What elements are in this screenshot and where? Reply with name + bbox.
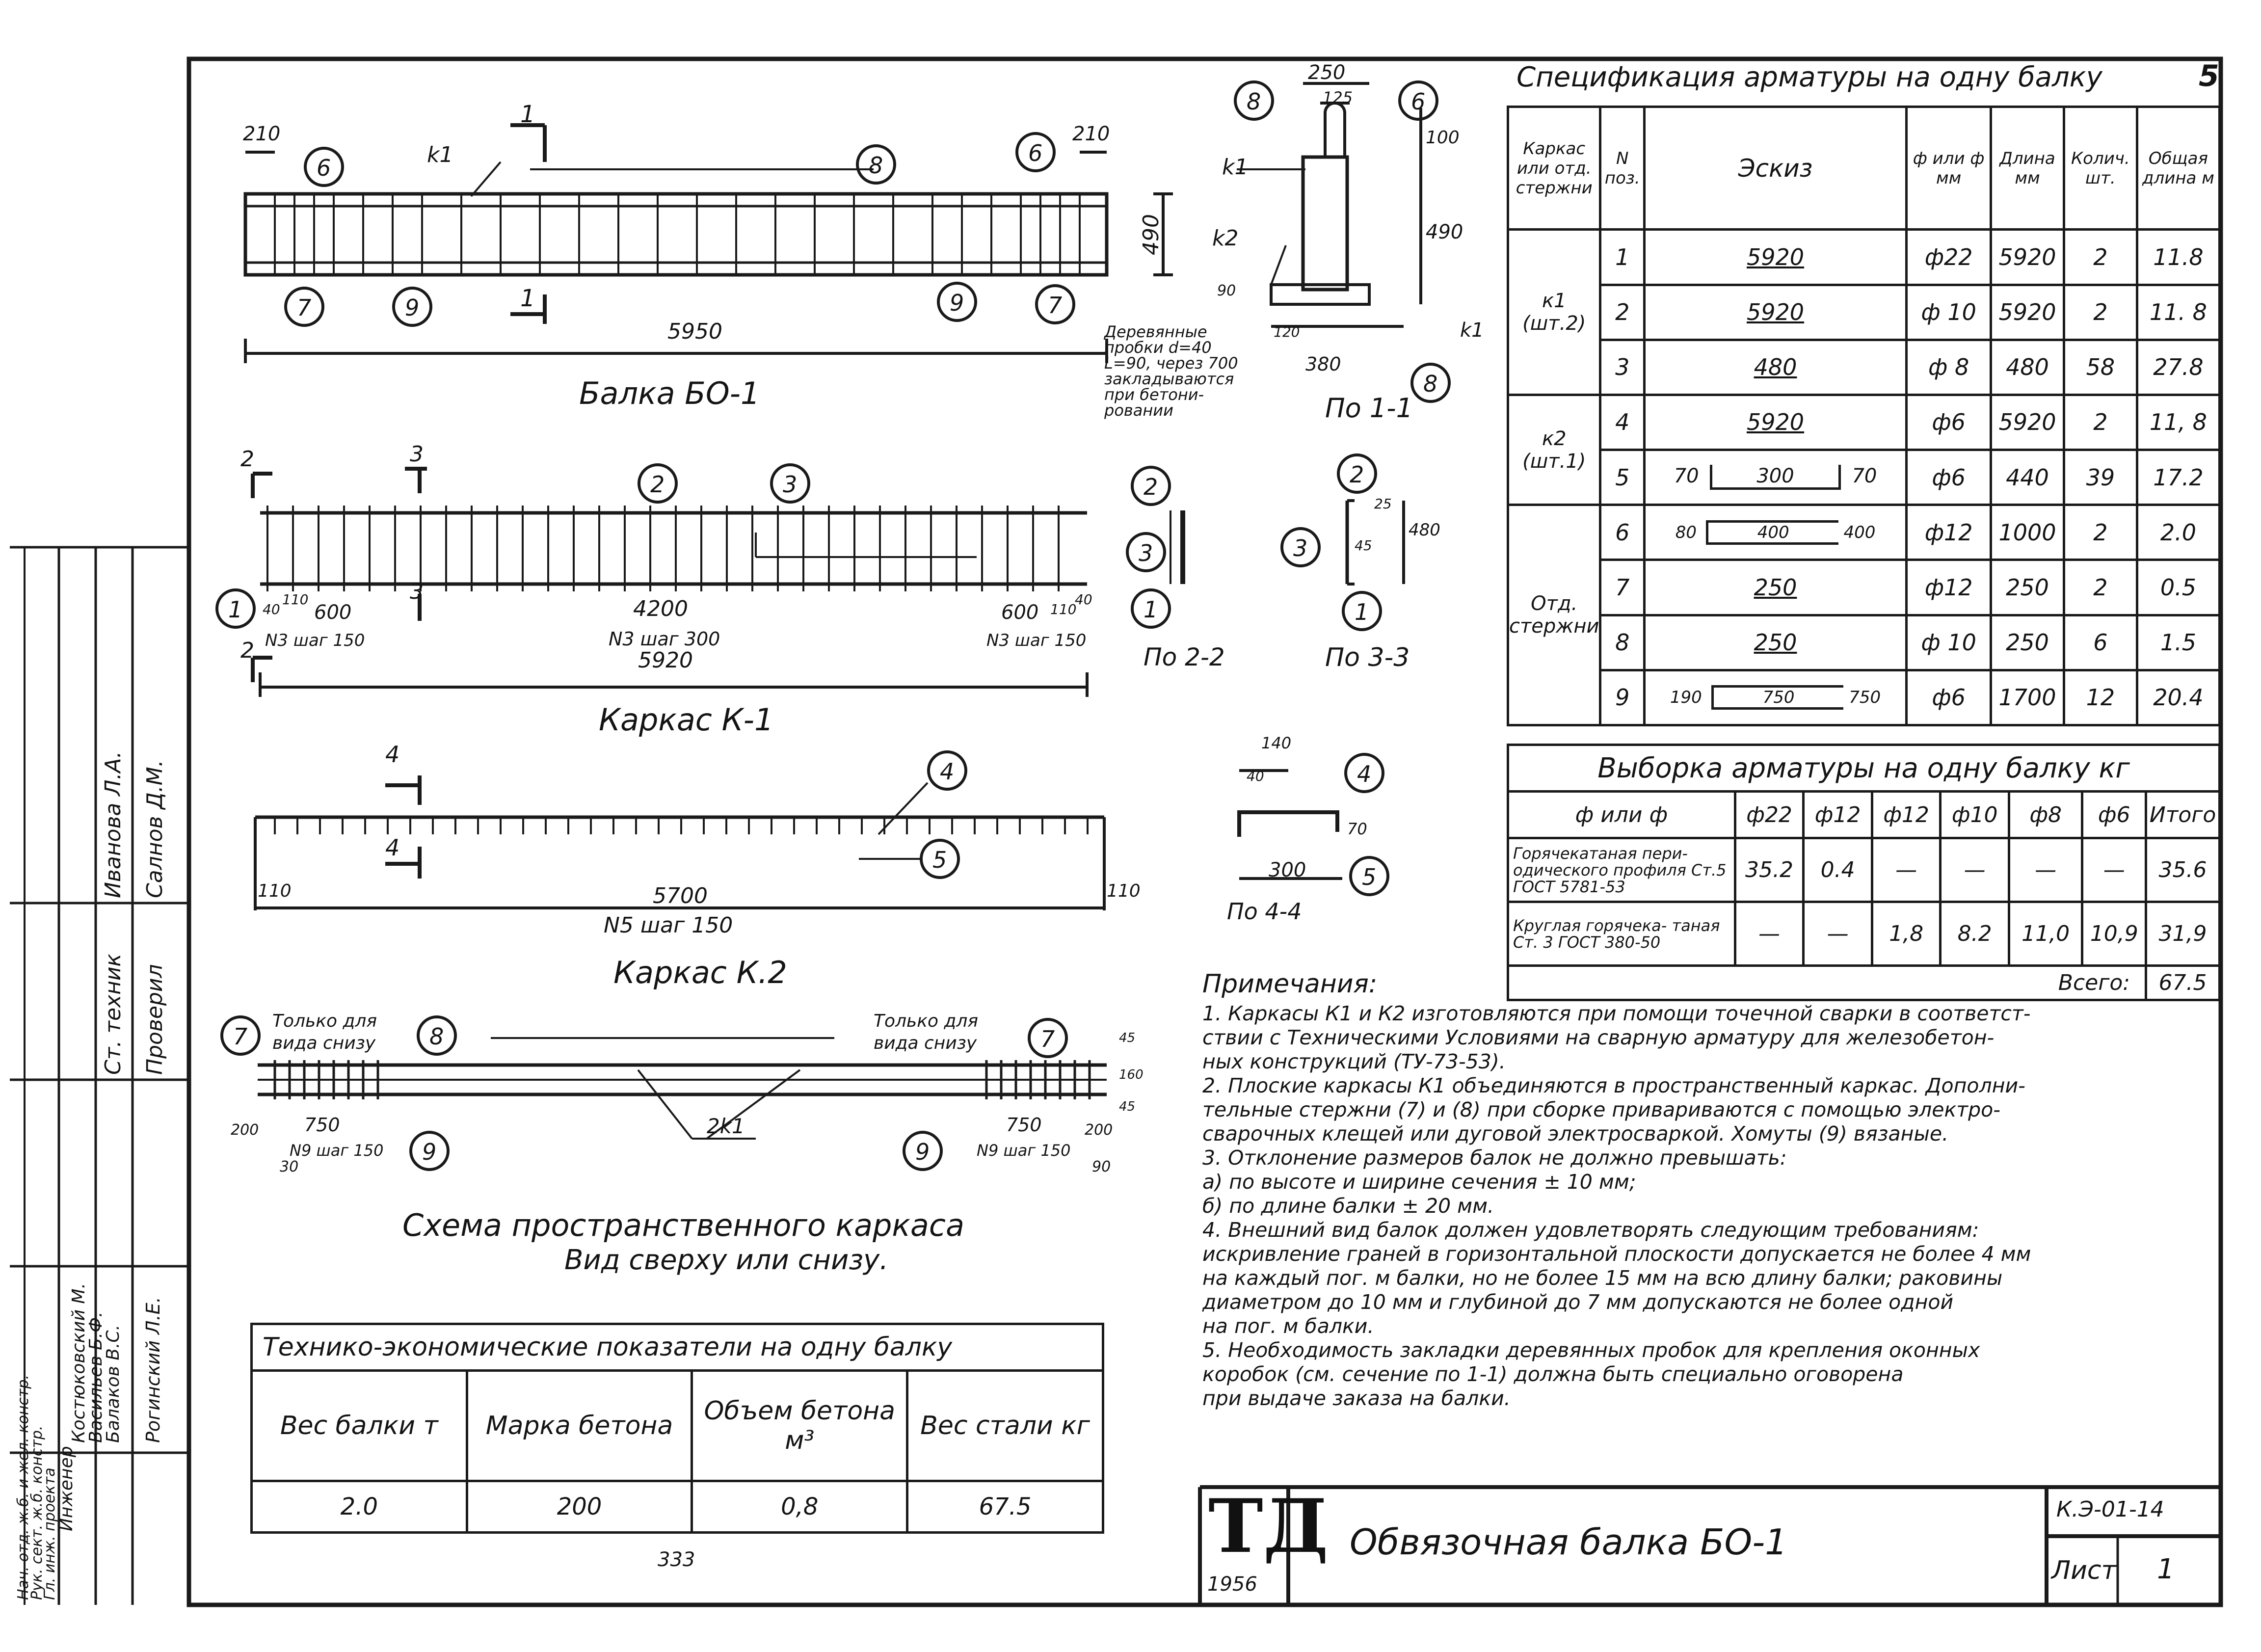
note-line: 1. Каркасы К1 и К2 изготовляются при помощи точечной сварки в соответст- bbox=[1202, 1002, 2031, 1025]
sample-h: ф22 bbox=[1735, 792, 1804, 838]
spec-cell: ф 10 bbox=[1907, 615, 1991, 670]
dim-length: 5950 bbox=[667, 319, 722, 344]
k1-side-callout-1: 1 bbox=[1144, 596, 1158, 623]
sample-h: ф или ф bbox=[1508, 792, 1735, 838]
spec-cell: 3 bbox=[1600, 340, 1644, 395]
spec-h-dia: ф или ф мм bbox=[1907, 107, 1991, 230]
scheme-callout-8: 8 bbox=[429, 1023, 444, 1050]
frame-k1 bbox=[217, 465, 1183, 697]
callout-8: 8 bbox=[869, 152, 883, 179]
spec-h-frame: Каркас или отд. стержни bbox=[1508, 107, 1600, 230]
sample-h: ф12 bbox=[1804, 792, 1872, 838]
spec-sketch: 250 bbox=[1644, 615, 1906, 670]
section-1-1 bbox=[1235, 82, 1449, 401]
sample-title: Выборка арматуры на одну балку кг bbox=[1508, 745, 2220, 792]
table-row bbox=[1508, 505, 2220, 560]
s11-dim-small: 90 bbox=[1217, 282, 1236, 299]
sheet-label: Лист bbox=[2051, 1556, 2116, 1585]
s33-callout-3: 3 bbox=[1293, 535, 1308, 561]
k1-dim-left: 600 bbox=[314, 601, 352, 624]
k1-dim-a: 40 bbox=[263, 601, 280, 617]
spec-cell: 2 bbox=[2064, 230, 2137, 285]
note-line: пробки d=40 bbox=[1104, 338, 1212, 357]
stamp-role-1: Нач. отд. ж.б. и жел. констр. bbox=[15, 1375, 32, 1600]
td-logo: ТД bbox=[1208, 1483, 1329, 1570]
spec-cell: 2 bbox=[2064, 285, 2137, 340]
sample-cell: — bbox=[1804, 902, 1872, 966]
stamp-role-3: Гл. инж. проекта bbox=[41, 1467, 58, 1600]
spec-cell: 5920 bbox=[1991, 230, 2064, 285]
indicator-header: Объем бетона м³ bbox=[692, 1371, 907, 1481]
k2-callout-5: 5 bbox=[932, 847, 947, 873]
spec-sketch: 5920 bbox=[1644, 395, 1906, 450]
sample-cell: 8.2 bbox=[1941, 902, 2009, 966]
table-row bbox=[1508, 902, 2220, 966]
spec-group-k1: к1 (шт.2) bbox=[1508, 230, 1600, 395]
k1-dim-c: 110 bbox=[1050, 601, 1077, 617]
k2-dim-mid: 5700 bbox=[653, 883, 708, 908]
sketch-9-bottom: 750 bbox=[1849, 688, 1881, 708]
indicator-steel-weight: 67.5 bbox=[907, 1481, 1103, 1533]
indicator-header: Вес балки т bbox=[252, 1371, 467, 1481]
spec-cell: 11.8 bbox=[2137, 230, 2219, 285]
s11-dim-height: 490 bbox=[1426, 221, 1463, 243]
sample-cell: 1,8 bbox=[1872, 902, 1941, 966]
spec-cell: 11. 8 bbox=[2137, 285, 2219, 340]
indicators-table bbox=[250, 1323, 1104, 1534]
table-row bbox=[1508, 395, 2220, 450]
scheme-dim-l2: 750 bbox=[304, 1114, 340, 1136]
spec-cell: 2 bbox=[2064, 395, 2137, 450]
s11-callout-6: 6 bbox=[1411, 88, 1426, 115]
scheme-dim-h1: 45 bbox=[1119, 1031, 1136, 1045]
callout-6-left: 6 bbox=[317, 155, 331, 181]
spec-cell: 440 bbox=[1991, 450, 2064, 505]
spec-cell: 9 bbox=[1600, 670, 1644, 725]
scheme-callout-9-right: 9 bbox=[915, 1139, 930, 1165]
note-line: а) по высоте и ширине сечения ± 10 мм; bbox=[1202, 1170, 1636, 1194]
spec-cell: 6 bbox=[2064, 615, 2137, 670]
k1-step-left: N3 шаг 150 bbox=[265, 631, 365, 650]
spec-sketch: 5920 bbox=[1644, 285, 1906, 340]
spec-cell: 20.4 bbox=[2137, 670, 2219, 725]
indicator-header: Вес стали кг bbox=[907, 1371, 1103, 1481]
k1-mark-3-top: 3 bbox=[410, 442, 424, 467]
sketch-9-side: 190 bbox=[1670, 688, 1702, 708]
spec-cell: 480 bbox=[1991, 340, 2064, 395]
stamp-name-3: Балаков В.С. bbox=[103, 1325, 123, 1443]
spec-cell: ф 8 bbox=[1907, 340, 1991, 395]
k1-dim-total: 5920 bbox=[638, 648, 693, 673]
k1-callout-3: 3 bbox=[783, 471, 798, 498]
stamp-role2-2: Проверил bbox=[142, 964, 167, 1075]
spec-group-separate: Отд. стержни bbox=[1508, 505, 1600, 725]
scheme-step-left: N9 шаг 150 bbox=[290, 1141, 384, 1160]
note-line: при выдаче заказа на балки. bbox=[1202, 1386, 1511, 1410]
caption-scheme-2: Вид сверху или снизу. bbox=[564, 1244, 889, 1276]
scheme-callout-7-right: 7 bbox=[1040, 1026, 1055, 1052]
sample-h: Итого bbox=[2146, 792, 2220, 838]
spec-sketch: 480 bbox=[1644, 340, 1906, 395]
s33-dim-b: 45 bbox=[1355, 537, 1372, 554]
spec-sketch-6 bbox=[1644, 505, 1906, 560]
spec-table bbox=[1507, 106, 2221, 726]
caption-section-2-2: По 2-2 bbox=[1144, 643, 1225, 671]
page-number: 5 bbox=[2199, 59, 2219, 93]
note-line: на пог. м балки. bbox=[1202, 1314, 1374, 1338]
k1-mark-2-top: 2 bbox=[240, 447, 254, 472]
spec-cell: 250 bbox=[1991, 615, 2064, 670]
spec-cell: 5 bbox=[1600, 450, 1644, 505]
spec-cell: 12 bbox=[2064, 670, 2137, 725]
s44-callout-5: 5 bbox=[1362, 864, 1377, 890]
sample-cell: 11,0 bbox=[2009, 902, 2082, 966]
note-line: при бетони- bbox=[1104, 385, 1204, 404]
sample-cell: 31,9 bbox=[2146, 902, 2220, 966]
spec-cell: 4 bbox=[1600, 395, 1644, 450]
k1-mark-3-bottom: 3 bbox=[410, 579, 424, 604]
spec-cell: 2 bbox=[1600, 285, 1644, 340]
sketch-5-right: 70 bbox=[1852, 465, 1877, 488]
table-row bbox=[1508, 838, 2220, 902]
indicators-title: Технико-экономические показатели на одну балку bbox=[252, 1324, 1103, 1371]
scheme-left-note-2: вида снизу bbox=[272, 1033, 376, 1053]
scheme-dim-r3: 90 bbox=[1092, 1158, 1111, 1175]
table-row bbox=[1508, 615, 2220, 670]
k2-mark-top: 4 bbox=[385, 741, 400, 768]
scheme-dim-l1: 200 bbox=[231, 1121, 259, 1139]
sample-h: ф10 bbox=[1941, 792, 2009, 838]
s11-dim-width: 250 bbox=[1308, 61, 1346, 84]
title-year: 1956 bbox=[1207, 1573, 1257, 1596]
spec-h-total: Общая длина м bbox=[2137, 107, 2219, 230]
scheme-step-right: N9 шаг 150 bbox=[977, 1141, 1071, 1160]
spec-cell: ф 10 bbox=[1907, 285, 1991, 340]
scheme-dim-r2: 750 bbox=[1006, 1114, 1042, 1136]
indicator-concrete-grade: 200 bbox=[467, 1481, 692, 1533]
spec-cell: 250 bbox=[1991, 560, 2064, 615]
scheme-dim-h3: 45 bbox=[1119, 1099, 1136, 1114]
spec-cell: 58 bbox=[2064, 340, 2137, 395]
k2-callout-4: 4 bbox=[940, 758, 955, 785]
note-line: б) по длине балки ± 20 мм. bbox=[1202, 1194, 1494, 1218]
caption-section-4-4: По 4-4 bbox=[1227, 898, 1302, 925]
spec-cell: 11, 8 bbox=[2137, 395, 2219, 450]
stamp-name-4: Рогинский Л.Е. bbox=[142, 1297, 164, 1443]
scheme-dim-h2: 160 bbox=[1119, 1067, 1144, 1082]
sample-cell: — bbox=[1872, 838, 1941, 902]
sample-cell: 35.6 bbox=[2146, 838, 2220, 902]
k2-step: N5 шаг 150 bbox=[604, 913, 733, 938]
k1-dim-mid: 4200 bbox=[633, 596, 688, 621]
sample-table bbox=[1507, 744, 2221, 1001]
note-line: 5. Необходимость закладки деревянных пробок для крепления оконных bbox=[1202, 1338, 1980, 1362]
s11-callout-8: 8 bbox=[1247, 88, 1261, 115]
spec-cell: ф22 bbox=[1907, 230, 1991, 285]
spec-cell: 8 bbox=[1600, 615, 1644, 670]
sample-cell: 10,9 bbox=[2082, 902, 2146, 966]
s33-callout-1: 1 bbox=[1355, 599, 1369, 625]
sheet-number: 1 bbox=[2157, 1553, 2175, 1585]
s11-dim-bottom: 380 bbox=[1305, 353, 1341, 375]
spec-cell: ф12 bbox=[1907, 505, 1991, 560]
caption-frame-k1: Каркас К-1 bbox=[599, 702, 774, 738]
scheme-right-note-2: вида снизу bbox=[874, 1033, 977, 1053]
scheme-callout-9-left: 9 bbox=[422, 1139, 437, 1165]
s11-label-k2: k2 bbox=[1212, 226, 1239, 251]
sketch-5: 300 bbox=[1710, 465, 1840, 490]
table-row bbox=[1508, 340, 2220, 395]
spec-cell: 5920 bbox=[1991, 395, 2064, 450]
spec-h-len: Длина мм bbox=[1991, 107, 2064, 230]
note-line: 3. Отклонение размеров балок не должно превышать: bbox=[1202, 1146, 1787, 1170]
spec-cell: 1 bbox=[1600, 230, 1644, 285]
spec-h-pos: N поз. bbox=[1600, 107, 1644, 230]
s33-callout-2: 2 bbox=[1350, 461, 1364, 488]
spec-cell: ф12 bbox=[1907, 560, 1991, 615]
stamp-name2-2: Салнов Д.М. bbox=[142, 760, 167, 898]
table-row bbox=[1508, 285, 2220, 340]
stamp-name-2: Васильев Б.Ф. bbox=[86, 1311, 106, 1443]
note-line: Деревянные bbox=[1104, 322, 1207, 341]
sample-h: ф12 bbox=[1872, 792, 1941, 838]
s11-callout-8-bottom: 8 bbox=[1423, 371, 1438, 397]
s44-dim-a: 40 bbox=[1247, 768, 1264, 784]
sketch-9: 750 bbox=[1711, 685, 1844, 710]
spec-cell: 1.5 bbox=[2137, 615, 2219, 670]
dim-left-end: 210 bbox=[243, 123, 281, 145]
spec-cell: 1700 bbox=[1991, 670, 2064, 725]
scheme-callout-7-left: 7 bbox=[233, 1023, 248, 1050]
sketch-6-side: 80 bbox=[1675, 522, 1697, 542]
note-line: диаметром до 10 мм и глубиной до 7 мм допускаются не более одной bbox=[1202, 1290, 1954, 1314]
note-line: на каждый пог. м балки, но не более 15 мм на всю длину балки; раковины bbox=[1202, 1266, 2003, 1290]
spec-cell: 2.0 bbox=[2137, 505, 2219, 560]
notes-block bbox=[1202, 969, 2213, 1411]
spec-sketch-5 bbox=[1644, 450, 1906, 505]
sample-cell: — bbox=[2009, 838, 2082, 902]
stamp-role-2: Рук. сект. ж.б. констр. bbox=[28, 1425, 46, 1600]
callout-7-right: 7 bbox=[1048, 292, 1063, 319]
sketch-6-bottom: 400 bbox=[1843, 522, 1876, 542]
note-line: тельные стержни (7) и (8) при сборке привариваются с помощью электро- bbox=[1202, 1098, 2001, 1121]
sample-cell: 35.2 bbox=[1735, 838, 1804, 902]
stamp-name2-1: Иванова Л.А. bbox=[101, 751, 126, 898]
k2-mark-bottom: 4 bbox=[385, 834, 400, 861]
note-line: ствии с Техническими Условиями на сварную арматуру для железобетон- bbox=[1202, 1026, 1995, 1049]
scheme-dim-r1: 200 bbox=[1085, 1121, 1113, 1139]
note-line: 4. Внешний вид балок должен удовлетворять следующим требованиям: bbox=[1202, 1218, 1979, 1242]
note-line: коробок (см. сечение по 1-1) должна быть специально оговорена bbox=[1202, 1362, 1904, 1386]
spec-h-qty: Колич. шт. bbox=[2064, 107, 2137, 230]
s44-dim-w: 300 bbox=[1269, 859, 1306, 881]
note-line: искривление граней в горизонтальной плоскости допускается не более 4 мм bbox=[1202, 1242, 2031, 1266]
k1-dim-right: 600 bbox=[1001, 601, 1039, 624]
scheme-left-note-1: Только для bbox=[272, 1011, 377, 1031]
sample-cell: 0.4 bbox=[1804, 838, 1872, 902]
section-mark-bottom: 1 bbox=[520, 285, 535, 312]
sample-cell: — bbox=[1941, 838, 2009, 902]
bottom-page-number: 333 bbox=[658, 1548, 695, 1571]
s44-callout-4: 4 bbox=[1357, 761, 1372, 787]
s44-dim-top: 140 bbox=[1261, 734, 1292, 752]
k1-step-right: N3 шаг 150 bbox=[986, 631, 1087, 650]
dim-height: 490 bbox=[1139, 214, 1164, 255]
indicator-header: Марка бетона bbox=[467, 1371, 692, 1481]
stamp-role2-1: Ст. техник bbox=[101, 953, 126, 1075]
spec-cell: 2 bbox=[2064, 505, 2137, 560]
notes-title: Примечания: bbox=[1202, 969, 1378, 999]
k1-step-mid: N3 шаг 300 bbox=[609, 628, 720, 650]
sample-row-name: Горячекатаная пери- одического профиля Ст.5 ГОСТ 5781-53 bbox=[1508, 838, 1735, 902]
scheme-right-note-1: Только для bbox=[874, 1011, 979, 1031]
s33-dim-a: 25 bbox=[1374, 496, 1392, 512]
sample-total-label: Всего: bbox=[1508, 966, 2146, 1000]
spec-cell: ф6 bbox=[1907, 670, 1991, 725]
caption-frame-k2: Каркас К.2 bbox=[613, 955, 787, 990]
note-line: сварочных клещей или дуговой электросваркой. Хомуты (9) вязаные. bbox=[1202, 1122, 1949, 1146]
scheme-dim-l3: 30 bbox=[280, 1158, 299, 1175]
title-code: К.Э-01-14 bbox=[2056, 1497, 2164, 1522]
table-row bbox=[252, 1481, 1103, 1533]
k2-dim-left: 110 bbox=[258, 881, 292, 901]
sample-cell: — bbox=[1735, 902, 1804, 966]
s11-dim-inner: 125 bbox=[1323, 88, 1353, 107]
spec-cell: ф6 bbox=[1907, 395, 1991, 450]
title-text: Обвязочная балка БО-1 bbox=[1350, 1521, 1787, 1563]
spec-cell: 27.8 bbox=[2137, 340, 2219, 395]
k1-dim-b: 110 bbox=[282, 591, 309, 608]
note-line: закладываются bbox=[1104, 370, 1234, 388]
k1-callout-2: 2 bbox=[650, 471, 665, 498]
dim-right-end: 210 bbox=[1072, 123, 1110, 145]
k1-callout-1: 1 bbox=[228, 596, 243, 623]
caption-beam: Балка БО-1 bbox=[579, 375, 760, 411]
spec-h-sketch: Эскиз bbox=[1644, 107, 1906, 230]
spec-sketch: 5920 bbox=[1644, 230, 1906, 285]
table-row bbox=[1508, 230, 2220, 285]
sample-cell: — bbox=[2082, 838, 2146, 902]
sample-h: ф6 bbox=[2082, 792, 2146, 838]
spec-cell: ф6 bbox=[1907, 450, 1991, 505]
spec-cell: 17.2 bbox=[2137, 450, 2219, 505]
k1-side-callout-2: 2 bbox=[1144, 474, 1158, 500]
spec-cell: 7 bbox=[1600, 560, 1644, 615]
spec-cell: 6 bbox=[1600, 505, 1644, 560]
s44-dim-h: 70 bbox=[1347, 820, 1367, 838]
s11-dim-offset: 120 bbox=[1274, 324, 1300, 340]
sample-total-value: 67.5 bbox=[2146, 966, 2220, 1000]
note-line: ровании bbox=[1104, 401, 1173, 420]
spec-cell: 2 bbox=[2064, 560, 2137, 615]
callout-9-left: 9 bbox=[405, 294, 420, 321]
callout-7-left: 7 bbox=[297, 294, 312, 321]
k1-dim-d: 40 bbox=[1075, 591, 1092, 608]
sketch-5-left: 70 bbox=[1674, 465, 1699, 488]
sketch-6: 400 bbox=[1706, 520, 1838, 545]
callout-6-right: 6 bbox=[1028, 140, 1043, 166]
sample-row-name: Круглая горячека- таная Ст. 3 ГОСТ 380-50 bbox=[1508, 902, 1735, 966]
spec-title: Спецификация арматуры на одну балку bbox=[1516, 61, 2102, 93]
spec-cell: 1000 bbox=[1991, 505, 2064, 560]
spec-cell: 5920 bbox=[1991, 285, 2064, 340]
caption-scheme-1: Схема пространственного каркаса bbox=[402, 1207, 964, 1243]
s11-dim-top: 100 bbox=[1426, 128, 1460, 148]
note-line: ных конструкций (ТУ-73-53). bbox=[1202, 1050, 1506, 1073]
s33-dim-h: 480 bbox=[1409, 520, 1440, 540]
section-mark-top: 1 bbox=[520, 101, 535, 128]
spec-sketch: 250 bbox=[1644, 560, 1906, 615]
spec-sketch-9 bbox=[1644, 670, 1906, 725]
wooden-plug-note bbox=[1104, 324, 1238, 418]
caption-section-1-1: По 1-1 bbox=[1325, 393, 1413, 424]
scheme-2k1: 2k1 bbox=[707, 1114, 745, 1138]
table-row bbox=[1508, 670, 2220, 725]
stamp-role-4: Инженер bbox=[56, 1446, 77, 1531]
spec-group-k2: к2 (шт.1) bbox=[1508, 395, 1600, 505]
table-row bbox=[1508, 450, 2220, 505]
indicator-concrete-volume: 0,8 bbox=[692, 1481, 907, 1533]
callout-9-right: 9 bbox=[950, 290, 964, 316]
caption-section-3-3: По 3-3 bbox=[1325, 643, 1410, 672]
spec-cell: 39 bbox=[2064, 450, 2137, 505]
indicator-weight: 2.0 bbox=[252, 1481, 467, 1533]
note-line: L=90, через 700 bbox=[1104, 354, 1238, 373]
table-row bbox=[1508, 560, 2220, 615]
stamp-name-1: Костюковский М. bbox=[69, 1283, 89, 1443]
s11-label-k1: k1 bbox=[1222, 155, 1249, 180]
k1-mark-2-bottom: 2 bbox=[240, 638, 254, 663]
note-line: 2. Плоские каркасы К1 объединяются в пространственный каркас. Дополни- bbox=[1202, 1074, 2025, 1097]
k2-dim-right: 110 bbox=[1107, 881, 1141, 901]
k1-side-callout-3: 3 bbox=[1139, 540, 1153, 566]
spec-cell: 0.5 bbox=[2137, 560, 2219, 615]
sample-h: ф8 bbox=[2009, 792, 2082, 838]
frame-label-k1: k1 bbox=[427, 142, 453, 167]
s11-label-k1-bottom: k1 bbox=[1460, 319, 1484, 342]
